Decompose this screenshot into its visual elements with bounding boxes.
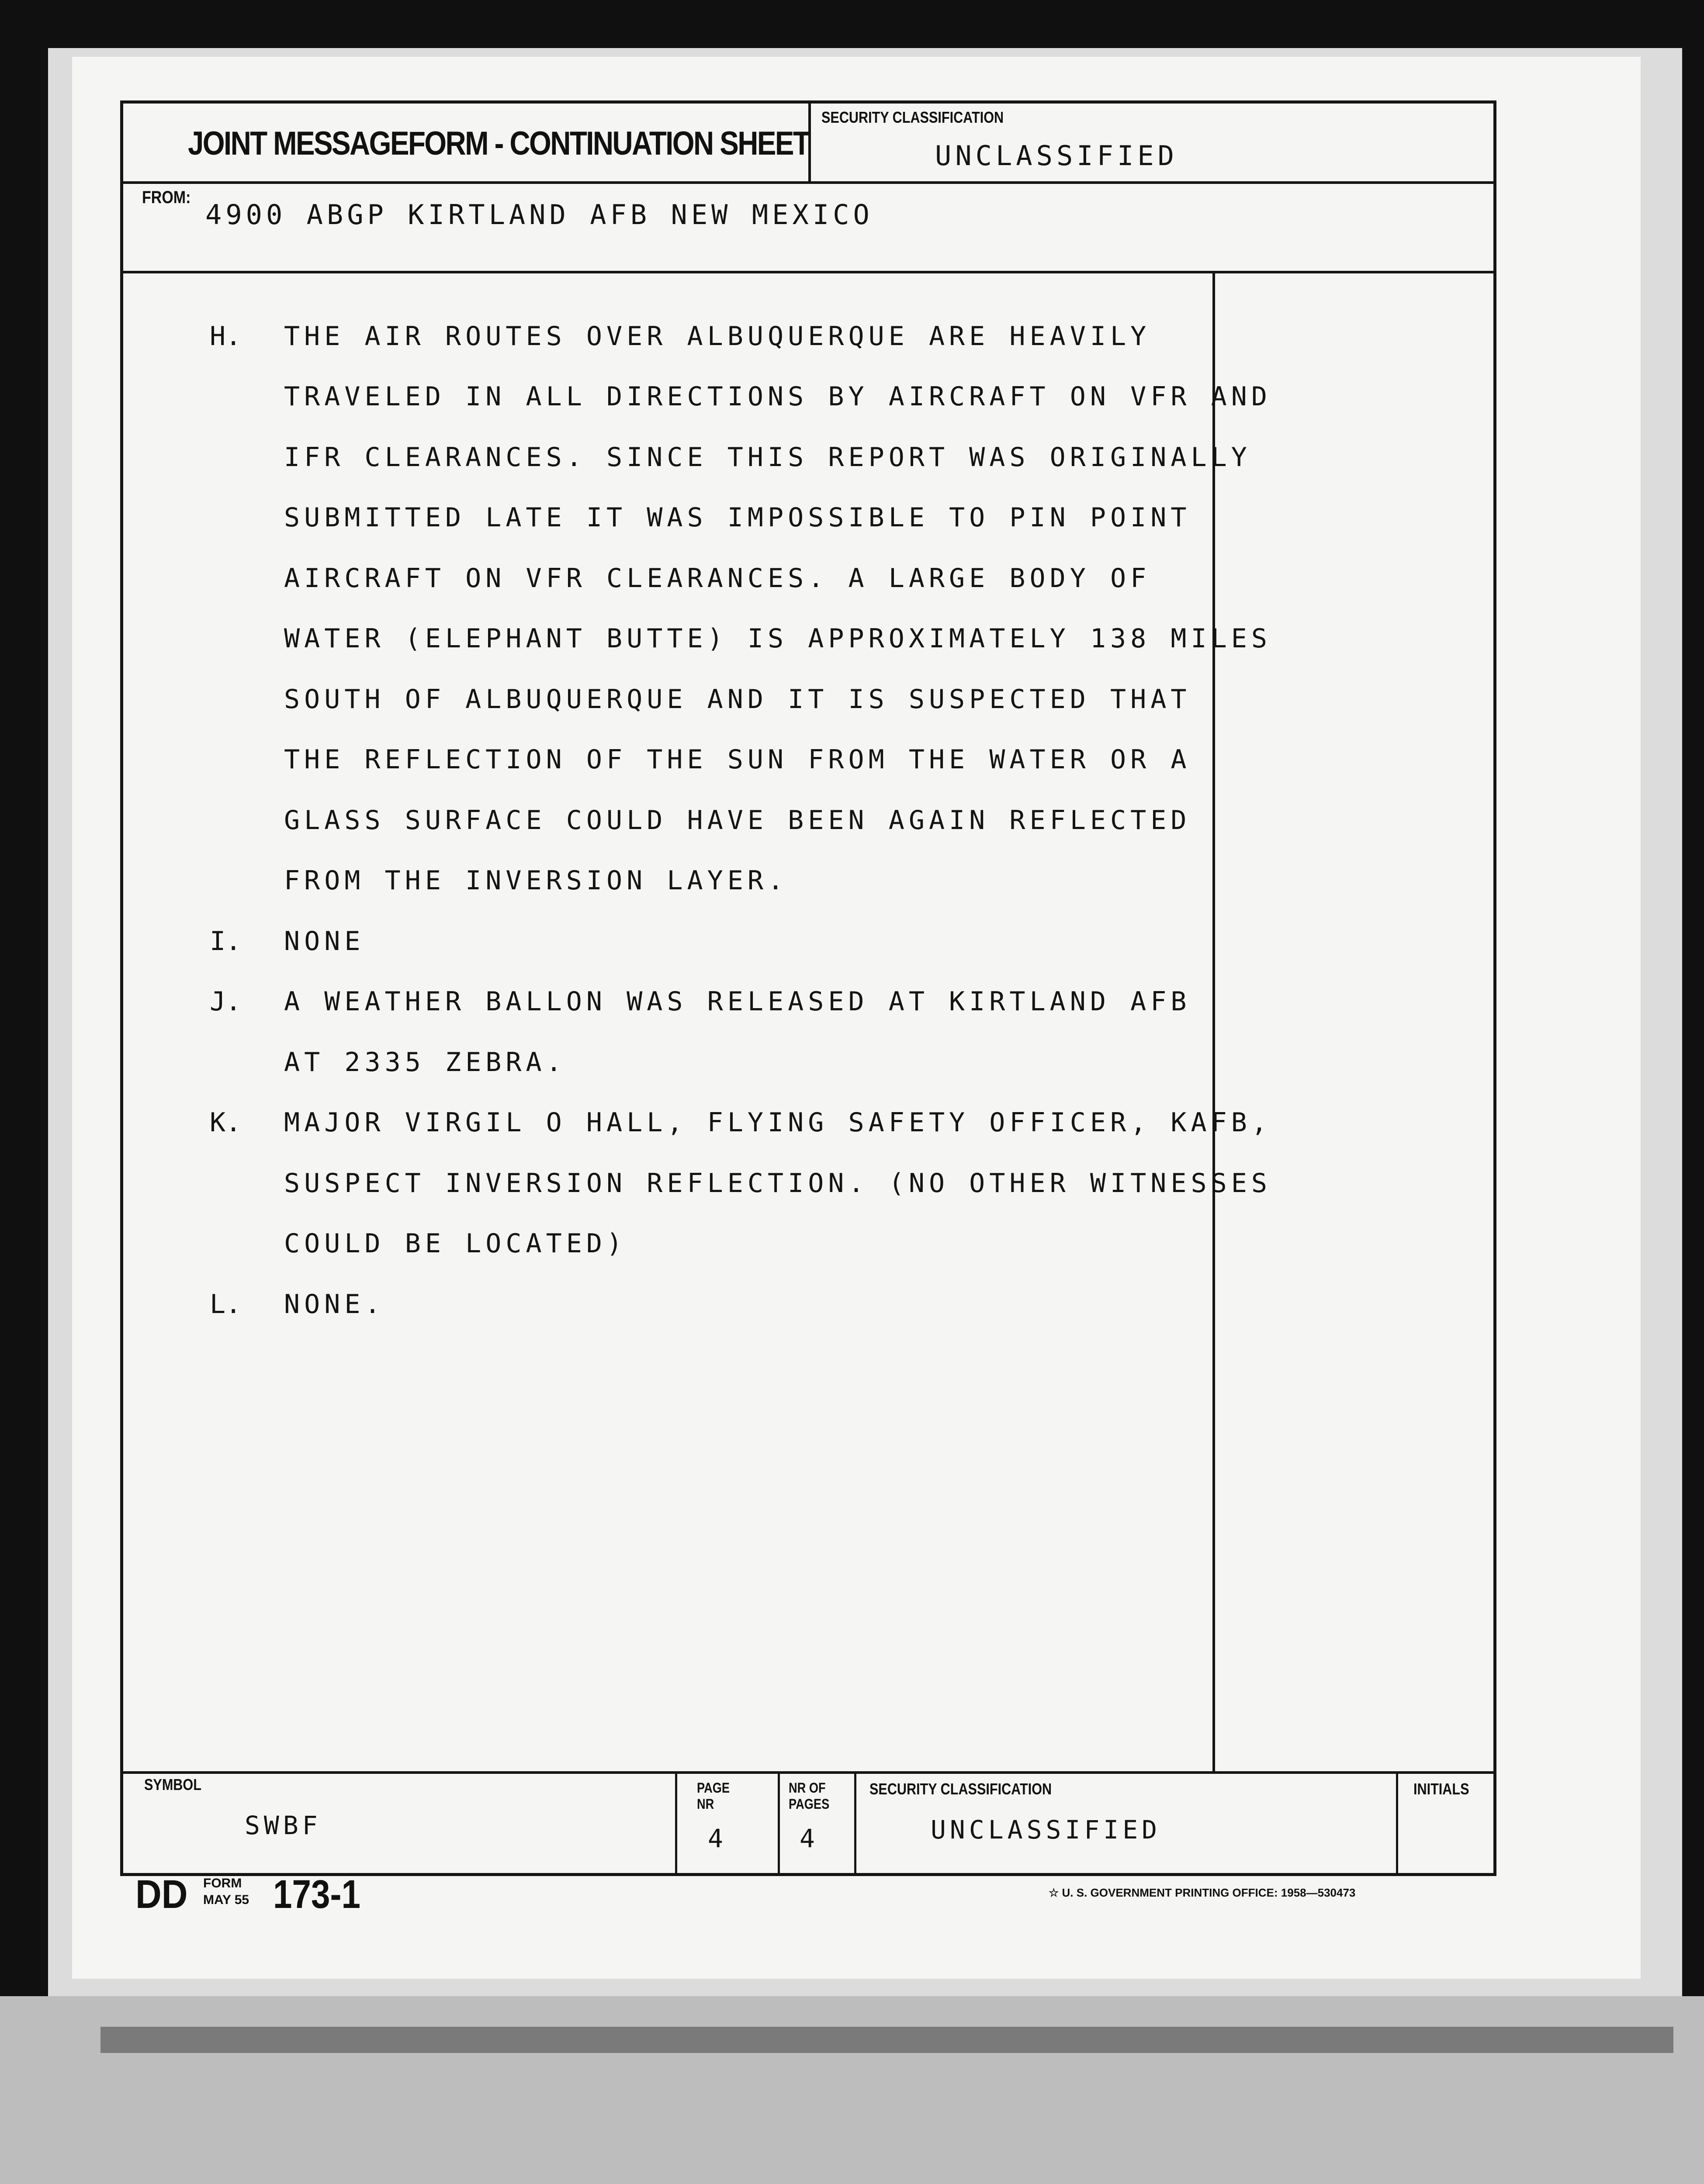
symbol-value: SWBF <box>245 1811 322 1840</box>
body-line: WATER (ELEPHANT BUTTE) IS APPROXIMATELY 138 MILES <box>284 623 1272 654</box>
body-line: IFR CLEARANCES. SINCE THIS REPORT WAS ORIGINALLY <box>284 442 1251 473</box>
body-line: COULD BE LOCATED) <box>284 1228 627 1259</box>
page-label: PAGE <box>697 1780 730 1796</box>
body-line: SUBMITTED LATE IT WAS IMPOSSIBLE TO PIN POINT <box>284 502 1191 533</box>
pages-label-2: PAGES <box>789 1796 830 1812</box>
security-label-bottom: SECURITY CLASSIFICATION <box>869 1780 1052 1798</box>
symbol-label: SYMBOL <box>144 1776 201 1794</box>
total-pages: 4 <box>800 1824 819 1853</box>
item-letter-h: H. <box>210 321 242 352</box>
form-title: JOINT MESSAGEFORM - CONTINUATION SHEET <box>188 125 810 162</box>
page-label-nr: NR <box>697 1796 714 1812</box>
security-label-top: SECURITY CLASSIFICATION <box>821 108 1004 126</box>
footer-rule-4 <box>1396 1771 1398 1876</box>
item-letter-k: K. <box>210 1107 242 1138</box>
body-line: THE AIR ROUTES OVER ALBUQUERQUE ARE HEAVILY <box>284 321 1151 352</box>
pages-label: NR OF <box>789 1780 826 1796</box>
page-number: 4 <box>708 1824 727 1853</box>
body-line: TRAVELED IN ALL DIRECTIONS BY AIRCRAFT ON VFR AND <box>284 381 1272 412</box>
security-value-bottom: UNCLASSIFIED <box>931 1815 1161 1845</box>
footer-divider <box>120 1771 1496 1774</box>
body-line: AIRCRAFT ON VFR CLEARANCES. A LARGE BODY OF <box>284 563 1151 594</box>
body-line: SUSPECT INVERSION REFLECTION. (NO OTHER WITNESSES <box>284 1168 1272 1199</box>
form-word: FORM <box>203 1876 242 1890</box>
footer-rule-3 <box>854 1771 856 1876</box>
item-letter-l: L. <box>210 1289 242 1320</box>
security-value-top: UNCLASSIFIED <box>935 140 1178 172</box>
body-line: SOUTH OF ALBUQUERQUE AND IT IS SUSPECTED THAT <box>284 684 1191 715</box>
body-line: A WEATHER BALLON WAS RELEASED AT KIRTLAND AFB <box>284 986 1191 1017</box>
body-line: GLASS SURFACE COULD HAVE BEEN AGAIN REFLECTED <box>284 805 1191 836</box>
body-line: FROM THE INVERSION LAYER. <box>284 865 788 896</box>
body-line: NONE. <box>284 1289 385 1320</box>
form-number: 173-1 <box>273 1872 361 1917</box>
item-letter-j: J. <box>210 986 242 1017</box>
from-value: 4900 ABGP KIRTLAND AFB NEW MEXICO <box>205 199 873 231</box>
margin-column-rule <box>1212 271 1215 1773</box>
initials-label: INITIALS <box>1413 1780 1469 1798</box>
dd-mark: DD <box>135 1872 188 1917</box>
from-label: FROM: <box>142 188 191 207</box>
body-line: AT 2335 ZEBRA. <box>284 1047 566 1078</box>
body-line: THE REFLECTION OF THE SUN FROM THE WATER OR A <box>284 744 1191 775</box>
body-line: NONE <box>284 926 365 957</box>
scan-backing-sheet <box>0 1996 1704 2184</box>
form-date: MAY 55 <box>203 1893 249 1907</box>
footer-rule-2 <box>778 1771 780 1876</box>
body-line: MAJOR VIRGIL O HALL, FLYING SAFETY OFFICER, KAFB, <box>284 1107 1272 1138</box>
from-divider <box>120 271 1496 273</box>
scan-shadow-bar <box>100 2027 1673 2053</box>
footer-rule-1 <box>675 1771 677 1876</box>
printing-office-line: ☆ U. S. GOVERNMENT PRINTING OFFICE: 1958—530473 <box>1049 1886 1356 1899</box>
item-letter-i: I. <box>210 926 242 957</box>
